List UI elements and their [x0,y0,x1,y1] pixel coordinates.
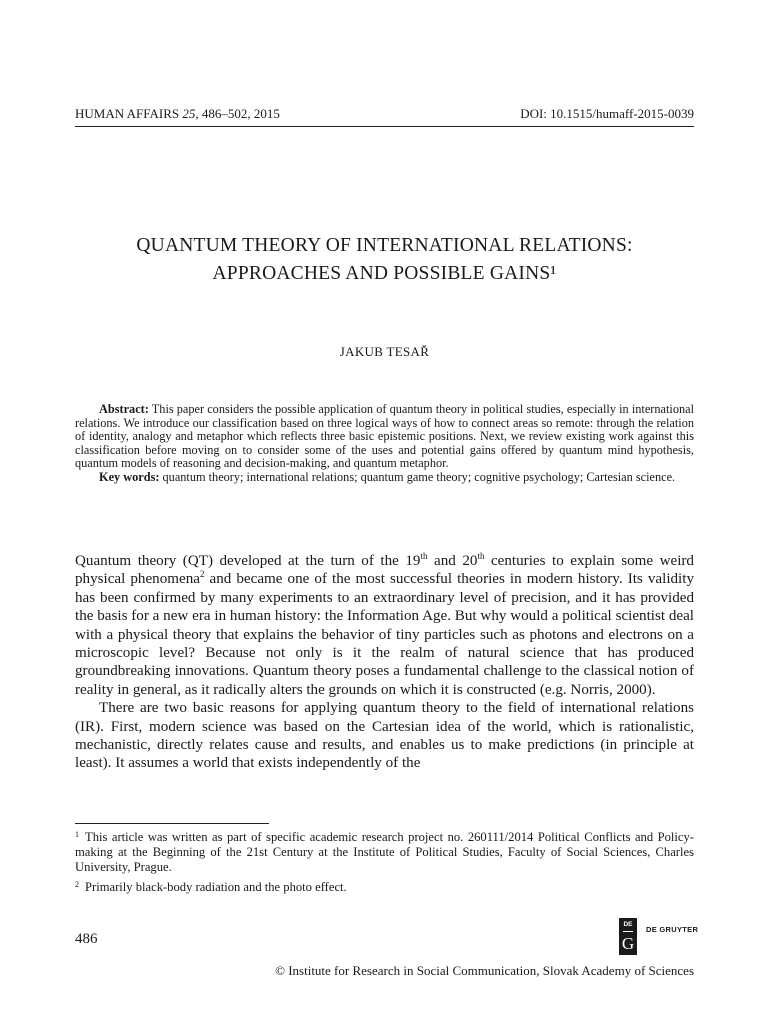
footnote-ref-2[interactable]: 2 [199,569,205,580]
footnote-2: $^2$ Primarily black-body radiation and the photo effect. [75,880,347,894]
abstract [75,403,694,485]
title-line-2: APPROACHES AND POSSIBLE GAINS¹ [212,263,557,284]
page-number: 486 [75,931,98,947]
article-title [75,232,694,288]
journal-citation: HUMAN AFFAIRS 25, 486–502, 2015 [75,106,280,121]
footnotes [75,830,694,900]
de-gruyter-logo: DE G [619,918,637,955]
body-paragraph-1: Quantum theory (QT) developed at the turn of the 19th and 20th centuries to explain some weird physical phenomena$^2$ and became one of the most successful theories in modern history. Its validity has been confirmed by many experiments to an extraordinary level of precision, and it has provided the basis for a new era in human history: the Information Age. But why would a political scientist deal with a physical theory that explains the behavior of tiny particles such as photons and electrons on a microscopic level? Because not only is it the realm of natural science that has produced groundbreaking innovations. Quantum theory poses a fundamental challenge to the classical notion of reality in general, as it radically alters the grounds on which it is constructed (e.g. Norris, 2000). [75,551,694,698]
keywords-text: quantum theory; international relations; quantum game theory; cognitive psychology; Cartesian science. [159,469,676,484]
abstract-label: Abstract: [99,402,149,416]
header-rule [75,126,694,127]
footnote-1: $^1$ This article was written as part of specific academic research project no. 260111/2014 Political Conflicts and Policy-making at the Beginning of the 21st Century at the Institute of Political Studies, Faculty of Social Sciences, Charles University, Prague. [75,830,694,874]
title-line-1: QUANTUM THEORY OF INTERNATIONAL RELATIONS: [136,235,633,256]
publisher-name: DE GRUYTER [646,925,699,934]
body-text [75,552,694,773]
keywords-paragraph [75,471,694,485]
body-paragraph-2: There are two basic reasons for applying quantum theory to the field of international relations (IR). First, modern science was based on the Cartesian idea of the world, which is rationalistic, mechanistic, directly relates cause and results, and enables us to make predictions (in principle at least). It assumes a world that exists independently of the [75,700,694,772]
doi: DOI: 10.1515/humaff-2015-0039 [520,106,694,121]
abstract-paragraph [75,403,694,471]
keywords-label: Key words: [99,469,160,484]
running-header [75,106,694,122]
author-name: JAKUB TESAŘ [339,344,430,359]
abstract-text: This paper considers the possible application of quantum theory in political studies, especially in international relations. We introduce our classification based on three logical ways of how to connect areas so remote: through the relation of identity, analogy and metaphor which reflects three basic epistemic positions. Next, we review existing work against this classification before moving on to consider some of the uses and potential gains offered by quantum mind hypothesis, quantum models of reasoning and decision-making, and quantum metaphor. [75,402,694,471]
footnote-rule [75,823,269,824]
copyright-line: © Institute for Research in Social Communication, Slovak Academy of Sciences [275,963,694,978]
